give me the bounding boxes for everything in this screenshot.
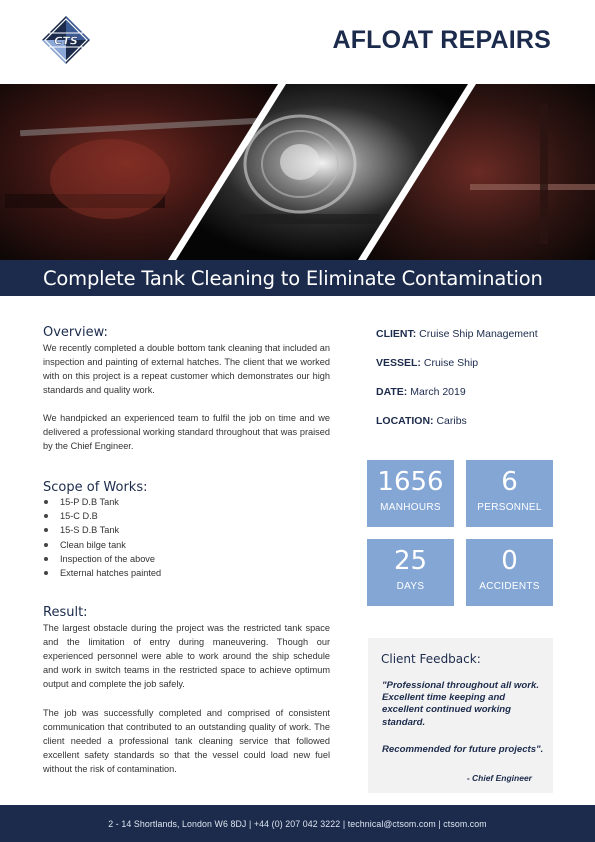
footer-contact: 2 - 14 Shortlands, London W6 8DJ | +44 (0) 207 042 3222 | technical@ctsom.com | ctsom.com [108,819,487,829]
stat-value: 25 [393,546,428,576]
overview-paragraph-1: We recently completed a double bottom tank cleaning that included an inspection and painting of external hatches. The client that we worked with on this project is a repeat customer which demonstrates our high standards and quality work. [43,343,330,396]
stat-value: 6 [501,467,518,497]
scope-heading: Scope of Works: [43,480,148,495]
stat-label: DAYS [396,581,425,592]
title-bar [0,260,595,296]
client-label: CLIENT: [376,328,417,340]
location-label: LOCATION: [376,415,434,427]
date-label: DATE: [376,386,408,398]
scope-item: Inspection of the above [43,552,161,566]
feedback-heading: Client Feedback: [381,652,481,666]
vessel-label: VESSEL: [376,357,421,369]
result-paragraph-2: The job was successfully completed and comprised of consistent communication that contributed to an outstanding quality of work. The client needed a professional tank cleaning service that followed excellent safety standards so that the vessel could load new fuel without the risk of contamination. [43,708,330,775]
feedback-signature: - Chief Engineer [466,773,532,783]
scope-item: Clean bilge tank [43,538,161,552]
svg-text:CTS: CTS [54,34,78,48]
result-paragraph-1: The largest obstacle during the project was the restricted tank space and the limitation of entry during maneuvering. Though our experienced personnel were able to work around the ship schedule and work in switch teams in the restricted space to achieve optimum output and complete the job safely. [43,623,330,690]
bullet-icon [44,528,48,532]
stat-value: 0 [501,546,518,576]
scope-item: 15-P D.B Tank [43,495,161,509]
overview-heading: Overview: [43,325,108,340]
location-line [376,415,467,427]
overview-paragraph-2: We handpicked an experienced team to fulfil the job on time and we delivered a professional working standard throughout that was praised by the Chief Engineer. [43,413,330,452]
stat-accidents [466,539,553,606]
stat-value: 1656 [377,467,444,497]
stat-days [367,539,454,606]
photo-banner [0,84,595,260]
date-value: March 2019 [410,386,466,398]
bullet-icon [44,500,48,504]
stat-personnel [466,460,553,527]
scope-item: External hatches painted [43,566,161,580]
feedback-quote: "Professional throughout all work. Excellent time keeping and excellent continued working standard. [382,680,539,728]
stat-label: MANHOURS [380,502,441,513]
vessel-line [376,357,478,369]
page-footer [0,805,595,842]
result-heading: Result: [43,605,88,620]
feedback-recommendation: Recommended for future projects". [382,744,544,755]
scope-item: 15-C D.B [43,509,161,523]
page-title: Complete Tank Cleaning to Eliminate Contamination [43,267,543,290]
client-feedback-box [368,638,553,793]
tank-photos [0,84,595,260]
vessel-value: Cruise Ship [423,357,479,369]
stat-label: PERSONNEL [477,502,542,513]
bullet-icon [44,543,48,547]
client-line [376,328,538,340]
scope-item: 15-S D.B Tank [43,523,161,537]
cts-logo [40,14,92,66]
bullet-icon [44,557,48,561]
client-value: Cruise Ship Management [419,328,538,340]
bullet-icon [44,514,48,518]
date-line [376,386,466,398]
scope-list [43,495,161,580]
stat-label: ACCIDENTS [479,581,540,592]
page-header [0,0,595,84]
brand-title: AFLOAT REPAIRS [332,26,551,54]
bullet-icon [44,571,48,575]
stat-manhours [367,460,454,527]
location-value: Caribs [436,415,467,427]
